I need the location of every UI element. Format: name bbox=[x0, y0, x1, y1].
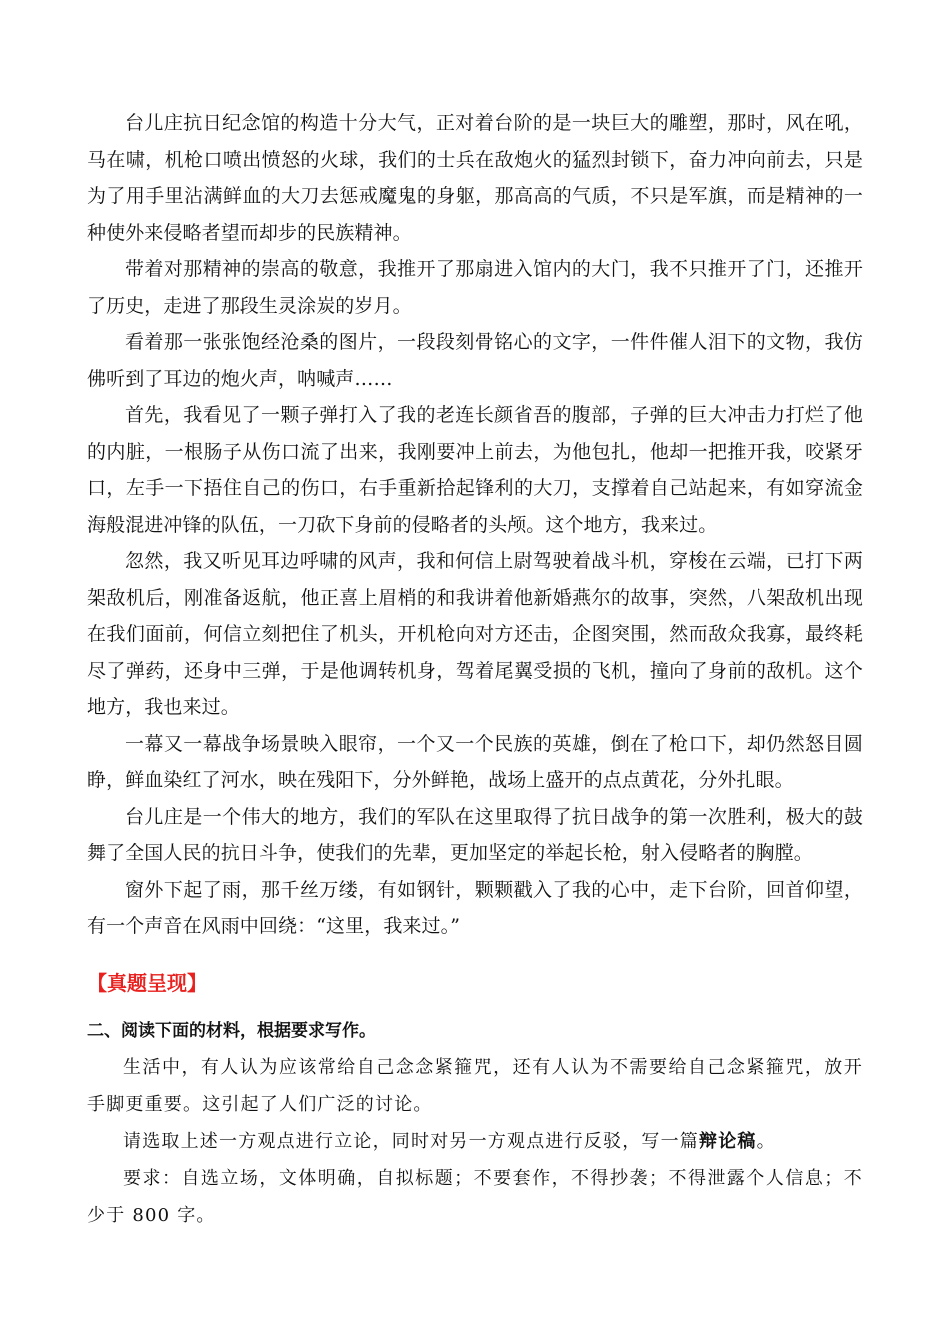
section-heading bbox=[87, 965, 863, 1001]
question-requirements: 要求：自选立场，文体明确，自拟标题；不要套作，不得抄袭；不得泄露个人信息；不少于 800 字。 bbox=[87, 1167, 863, 1226]
question-material: 生活中，有人认为应该常给自己念念紧箍咒，还有人认为不需要给自己念紧箍咒，放开手脚更重要。这引起了人们广泛的讨论。 bbox=[87, 1056, 863, 1115]
heading-text: 真题呈现 bbox=[107, 970, 187, 995]
essay-paragraph: 一幕又一幕战争场景映入眼帘，一个又一个民族的英雄，倒在了枪口下，却仍然怒目圆睁，鲜血染红了河水，映在残阳下，分外鲜艳，战场上盛开的点点黄花，分外扎眼。 bbox=[87, 732, 863, 791]
essay-body bbox=[87, 105, 863, 945]
essay-paragraph: 带着对那精神的崇高的敬意，我推开了那扇进入馆内的大门，我不只推开了门，还推开了历史，走进了那段生灵涂炭的岁月。 bbox=[87, 258, 863, 317]
document-page bbox=[87, 105, 863, 1234]
instruction-emphasis: 辩论稿 bbox=[699, 1130, 757, 1152]
heading-bracket-close: 】 bbox=[187, 970, 207, 995]
essay-paragraph: 首先，我看见了一颗子弹打入了我的老连长颜省吾的腹部，子弹的巨大冲击力打烂了他的内脏，一根肠子从伤口流了出来，我刚要冲上前去，为他包扎，他却一把推开我，咬紧牙口，左手一下捂住自己的伤口，右手重新拾起锋利的大刀，支撑着自己站起来，有如穿流金海般混进冲锋的队伍，一刀砍下身前的侵略者的头颅。这个地方，我来过。 bbox=[87, 404, 863, 536]
instruction-end: 。 bbox=[756, 1130, 776, 1152]
essay-paragraph: 看着那一张张饱经沧桑的图片，一段段刻骨铭心的文字，一件件催人泪下的文物，我仿佛听到了耳边的炮火声，呐喊声…… bbox=[87, 331, 863, 390]
question-title: 二、阅读下面的材料，根据要求写作。 bbox=[87, 1020, 376, 1041]
essay-paragraph: 台儿庄是一个伟大的地方，我们的军队在这里取得了抗日战争的第一次胜利，极大的鼓舞了全国人民的抗日斗争，使我们的先辈，更加坚定的举起长枪，射入侵略者的胸膛。 bbox=[87, 805, 863, 864]
question-instruction bbox=[87, 1123, 863, 1160]
essay-paragraph: 忽然，我又听见耳边呼啸的风声，我和何信上尉驾驶着战斗机，穿梭在云端，已打下两架敌机后，刚准备返航，他正喜上眉梢的和我讲着他新婚燕尔的故事，突然，八架敌机出现在我们面前，何信立刻把住了机头，开机枪向对方还击，企图突围，然而敌众我寡，最终耗尽了弹药，还身中三弹，于是他调转机身，驾着尾翼受损的飞机，撞向了身前的敌机。这个地方，我也来过。 bbox=[87, 550, 863, 718]
essay-paragraph: 窗外下起了雨，那千丝万缕，有如钢针，颗颗戳入了我的心中，走下台阶，回首仰望，有一个声音在风雨中回绕：“这里，我来过。” bbox=[87, 878, 863, 937]
instruction-text: 请选取上述一方观点进行立论，同时对另一方观点进行反驳，写一篇 bbox=[123, 1130, 699, 1152]
essay-paragraph: 台儿庄抗日纪念馆的构造十分大气，正对着台阶的是一块巨大的雕塑，那时，风在吼，马在啸，机枪口喷出愤怒的火球，我们的士兵在敌炮火的猛烈封锁下，奋力冲向前去，只是为了用手里沾满鲜血的大刀去惩戒魔鬼的身躯，那高高的气质，不只是军旗，而是精神的一种使外来侵略者望而却步的民族精神。 bbox=[87, 112, 863, 244]
heading-bracket-open: 【 bbox=[87, 970, 107, 995]
